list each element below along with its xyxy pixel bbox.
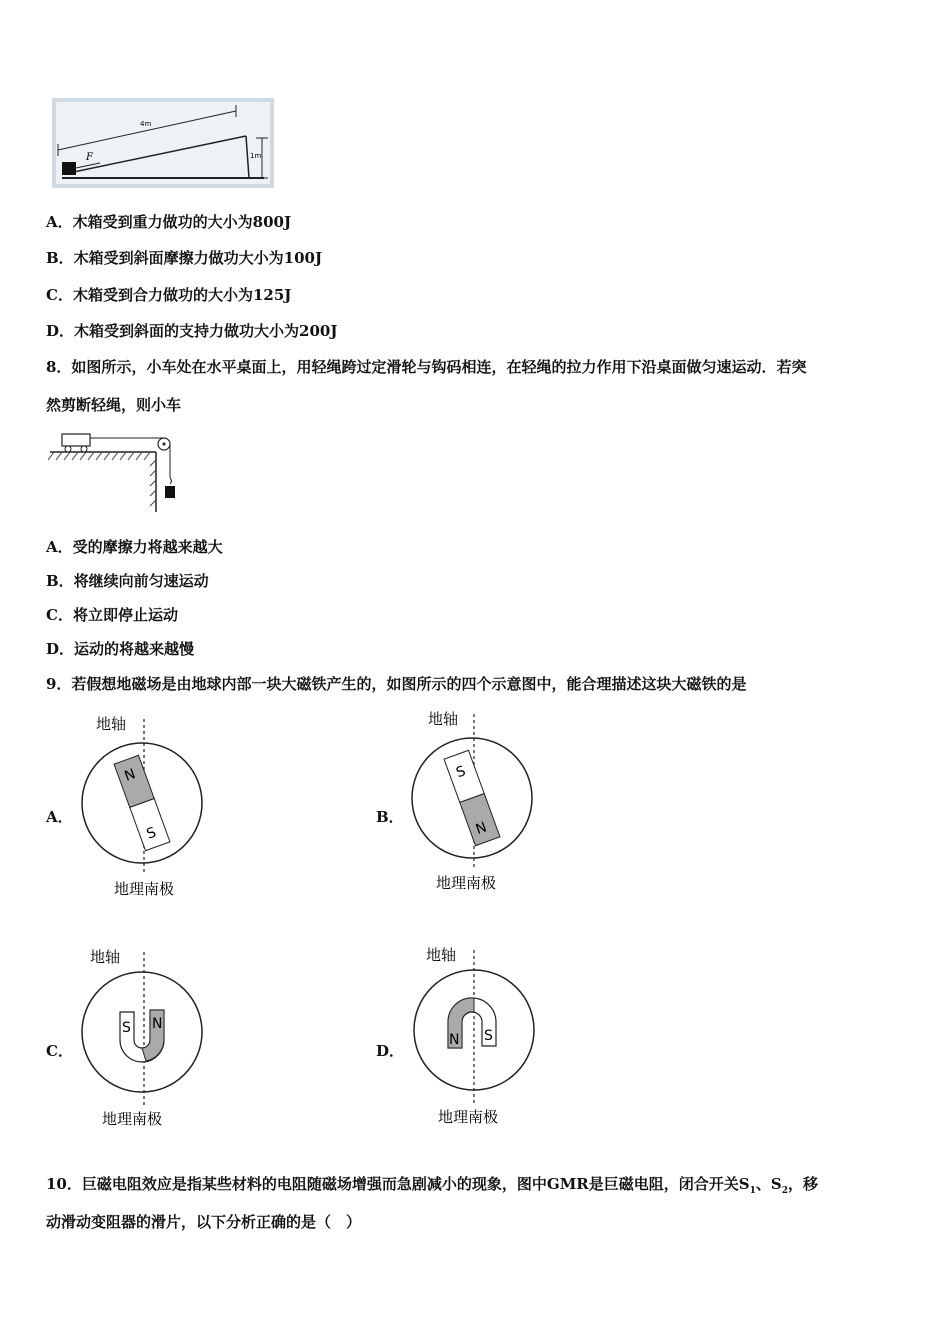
- height-label: 1m: [250, 152, 262, 160]
- axis-label: 地轴: [426, 946, 457, 964]
- q9-option-b-letter: B．: [376, 808, 404, 826]
- q9-diagram-a: [76, 705, 216, 905]
- q8-option-b: B．将继续向前匀速运动: [46, 572, 209, 590]
- q9-stem: 9．若假想地磁场是由地球内部一块大磁铁产生的，如图所示的四个示意图中，能合理描述这块大磁铁的是: [46, 675, 747, 693]
- cart-pulley-figure: [48, 428, 188, 516]
- force-label: F: [86, 152, 93, 163]
- axis-label: 地轴: [428, 710, 459, 728]
- q10-sub-2: 2: [781, 1186, 788, 1196]
- pole-n: N: [152, 1016, 163, 1032]
- q10-stem-text-a: 10．巨磁电阻效应是指某些材料的电阻随磁场增强而急剧减小的现象，图中GMR是巨磁电阻，闭合开关S: [46, 1175, 750, 1193]
- pole-label: 地理南极: [114, 880, 175, 898]
- pole-label: 地理南极: [438, 1108, 499, 1126]
- q7-option-c: C．木箱受到合力做功的大小为125J: [46, 286, 292, 304]
- incline-figure: [52, 98, 274, 188]
- q9-diagram-c: [76, 940, 216, 1140]
- q10-stem-line1: [46, 1173, 818, 1196]
- length-label: 4m: [140, 120, 152, 128]
- q8-option-a: A．受的摩擦力将越来越大: [46, 538, 223, 556]
- q10-stem-line2: 动滑动变阻器的滑片，以下分析正确的是（ ）: [46, 1213, 362, 1231]
- q7-option-a: A．木箱受到重力做功的大小为800J: [46, 213, 292, 231]
- q8-option-d: D．运动的将越来越慢: [46, 640, 195, 658]
- pole-label: 地理南极: [436, 874, 497, 892]
- q10-sub-1: 1: [749, 1186, 756, 1196]
- q10-sep: 、S: [755, 1175, 782, 1193]
- pole-label: 地理南极: [102, 1110, 163, 1128]
- pole-s: S: [122, 1020, 131, 1036]
- pole-s: S: [484, 1028, 493, 1044]
- pole-n: N: [122, 766, 138, 785]
- pole-n: N: [449, 1032, 460, 1048]
- q7-option-b: B．木箱受到斜面摩擦力做功大小为100J: [46, 249, 323, 267]
- q9-option-c-letter: C．: [46, 1042, 73, 1060]
- axis-label: 地轴: [96, 715, 127, 733]
- q9-diagram-b: [408, 702, 548, 902]
- q9-option-a-letter: A．: [46, 808, 73, 826]
- pole-s: S: [454, 763, 468, 782]
- q9-option-d-letter: D．: [376, 1042, 405, 1060]
- q7-option-d: D．木箱受到斜面的支持力做功大小为200J: [46, 322, 338, 340]
- q8-option-c: C．将立即停止运动: [46, 606, 178, 624]
- axis-label: 地轴: [90, 948, 121, 966]
- q10-stem-text-b: ，移: [787, 1175, 818, 1193]
- q8-stem-line2: 然剪断轻绳，则小车: [46, 396, 182, 414]
- pole-n: N: [473, 819, 489, 838]
- q9-diagram-d: [408, 938, 548, 1138]
- pole-s: S: [144, 824, 159, 843]
- q8-stem-line1: 8．如图所示，小车处在水平桌面上，用轻绳跨过定滑轮与钩码相连，在轻绳的拉力作用下沿桌面做匀速运动．若突: [46, 358, 807, 376]
